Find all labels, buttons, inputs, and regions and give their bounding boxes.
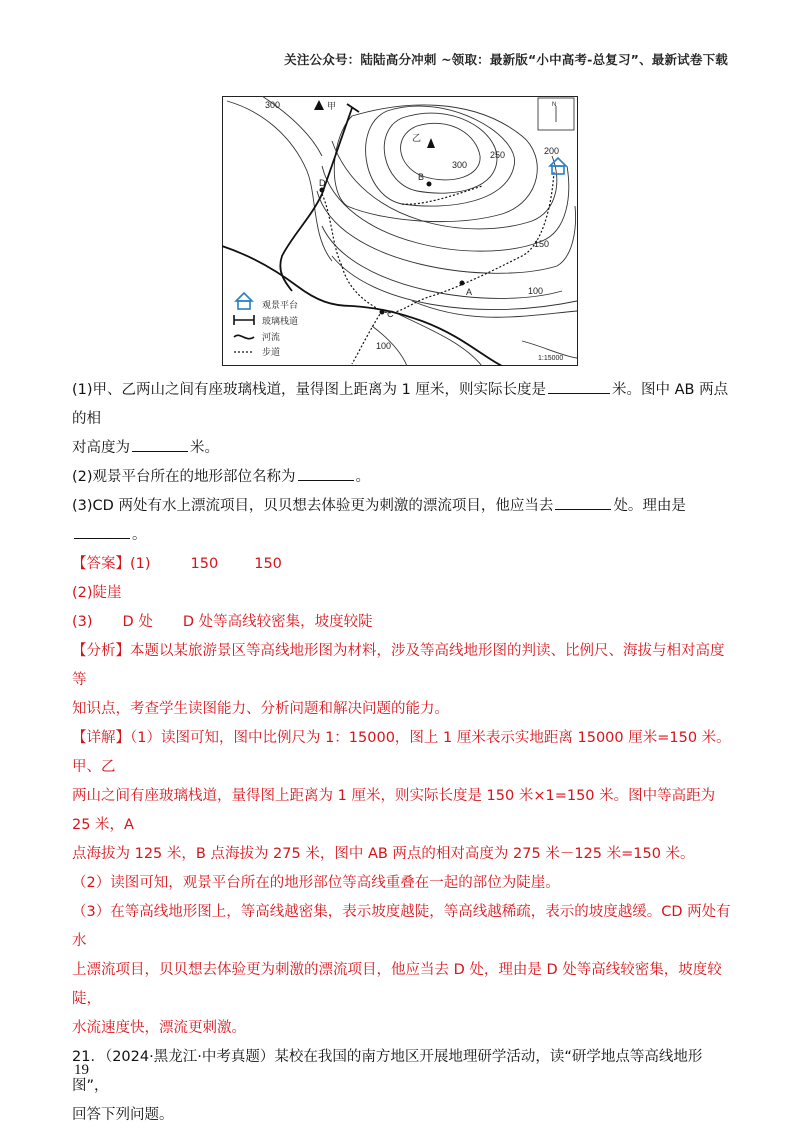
point-a-label: A [466, 287, 473, 297]
answer-blank [298, 464, 354, 481]
question-2: (2)观景平台所在的地形部位名称为 。 [72, 463, 732, 492]
legend-glass-bridge: 玻璃栈道 [262, 316, 299, 326]
page-header: 关注公众号：陆陆高分冲刺 ~领取：最新版“小中高考-总复习”、最新试卷下载 [284, 52, 728, 67]
question-3: (3)CD 两处有水上漂流项目，贝贝想去体验更为刺激的漂流项目，他应当去 处。理由是。 [72, 492, 732, 550]
contour-label: 300 [452, 160, 468, 170]
legend-platform: 观景平台 [262, 300, 299, 310]
legend-trail: 步道 [262, 347, 281, 357]
answer-blank [132, 435, 188, 452]
question-1: (1)甲、乙两山之间有座玻璃栈道，量得图上距离为 1 厘米，则实际长度是 米。图中 AB 两点的相 [72, 376, 732, 434]
question-1-cont: 对高度为 米。 [72, 434, 732, 463]
contour-label: 100 [528, 286, 544, 296]
detail-line-6: 上漂流项目，贝贝想去体验更为刺激的漂流项目，他应当去 D 处，理由是 D 处等高线较密集，坡度较陡， [72, 962, 722, 1007]
answer-line-3: (3) D 处 D 处等高线较密集，坡度较陡 [72, 614, 373, 630]
detail-line-7: 水流速度快，漂流更刺激。 [72, 1020, 246, 1036]
contour-label: 200 [544, 146, 560, 156]
detail-line-2: 两山之间有座玻璃栈道，量得图上距离为 1 厘米，则实际长度是 150 米×1=150 米。图中等高距为 25 米，A [72, 788, 716, 833]
analysis-line-2: 知识点，考查学生读图能力、分析问题和解决问题的能力。 [72, 701, 449, 717]
answer-blank [548, 377, 610, 394]
contour-map [222, 96, 578, 366]
contour-label: 100 [376, 341, 392, 351]
answer-line-2: (2)陡崖 [72, 585, 122, 601]
detail-line-1: 【详解】（1）读图可知，图中比例尺为 1：15000，图上 1 厘米表示实地距离 15000 厘米=150 米。甲、乙 [72, 730, 731, 775]
detail-line-5: （3）在等高线地形图上，等高线越密集，表示坡度越陡，等高线越稀疏，表示的坡度越缓。CD 两处有水 [72, 904, 731, 949]
question-content [72, 376, 732, 1130]
page-number: 19 [74, 1062, 89, 1078]
contour-label: 150 [534, 239, 550, 249]
question-21-line-2: 回答下列问题。 [72, 1107, 174, 1123]
point-b-label: B [418, 172, 425, 182]
north-label: N [552, 102, 557, 108]
peak-jia-label: 甲 [327, 101, 337, 111]
analysis-line-1: 【分析】本题以某旅游景区等高线地形图为材料，涉及等高线地形图的判读、比例尺、海拔与相对高度等 [72, 643, 725, 688]
detail-line-4: （2）读图可知，观景平台所在的地形部位等高线重叠在一起的部位为陡崖。 [72, 875, 560, 891]
answer-blank [555, 493, 611, 510]
point-d-label: D [319, 178, 326, 188]
contour-label: 250 [490, 150, 506, 160]
question-21-line-1: 21．（2024·黑龙江·中考真题）某校在我国的南方地区开展地理研学活动，读“研学地点等高线地形图”， [72, 1049, 703, 1094]
answer-blank [74, 522, 130, 539]
legend-river: 河流 [262, 332, 281, 342]
peak-yi-label: 乙 [412, 133, 422, 143]
detail-line-3: 点海拔为 125 米，B 点海拔为 275 米，图中 AB 两点的相对高度为 275 米－125 米=150 米。 [72, 846, 695, 862]
answer-line-1: 【答案】(1) 150 150 [72, 556, 282, 572]
contour-label: 300 [265, 100, 281, 110]
map-scale: 1:15000 [538, 355, 564, 362]
point-c-label: C [387, 309, 394, 319]
